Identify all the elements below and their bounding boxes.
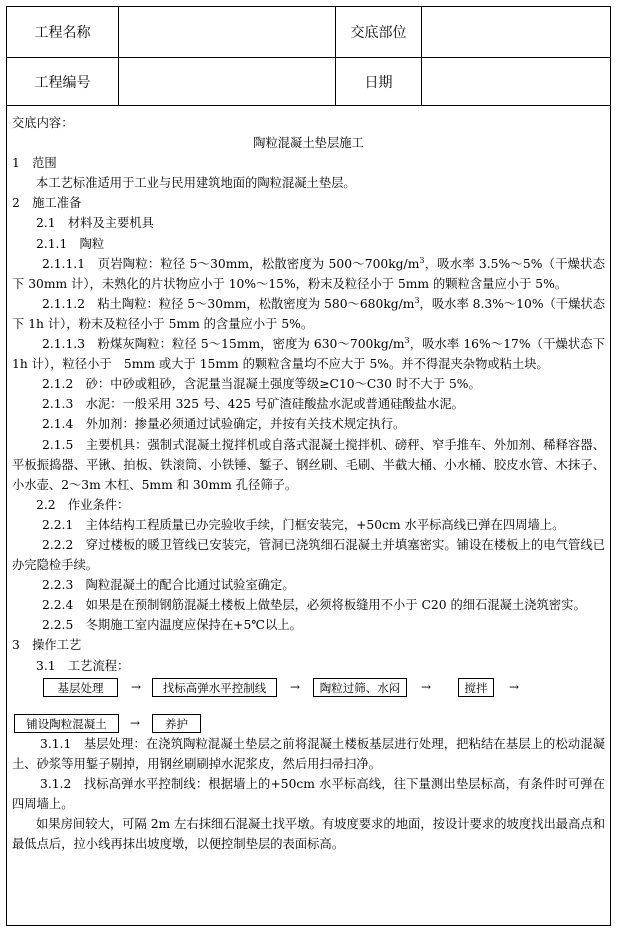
paragraph-2-2-4: 2.2.4 如果是在预制钢筋混凝土楼板上做垫层，必须将板缝用不小于 C20 的细石混凝土浇筑密实。: [42, 598, 586, 613]
section-1-heading: 1 范围: [12, 156, 57, 171]
project-no-value[interactable]: [119, 58, 336, 105]
section-3-1-heading: 3.1 工艺流程：: [36, 658, 130, 673]
paragraph-2-2-5: 2.2.5 冬期施工室内温度应保持在+5℃以上。: [42, 618, 302, 633]
flow-step-lay-concrete: 铺设陶粒混凝土: [14, 714, 119, 733]
flow-step-sieve-soak: 陶粒过筛、水闷: [313, 678, 407, 697]
project-no-label: 工程编号: [7, 58, 119, 105]
flow-step-curing: 养护: [152, 714, 201, 733]
paragraph-3-1-1: 3.1.1 基层处理：在浇筑陶粒混凝土垫层之前将混凝土楼板基层进行处理，把粘结在基层上的松动混凝土、砂浆等用錾子剔掉，用钢丝刷刷掉水泥浆皮，然后用扫帚扫净。: [12, 736, 605, 771]
flow-arrow: →: [131, 679, 142, 694]
process-flowchart: [12, 676, 605, 734]
section-3-heading: 3 操作工艺: [12, 638, 82, 653]
paragraph-2-1-4: 2.1.4 外加剂：掺量必须通过试验确定，并按有关技术规定执行。: [42, 417, 406, 432]
project-name-label: 工程名称: [7, 7, 119, 57]
paragraph-2-1-1-2: 2.1.1.2 粘土陶粒：粒径 5～30mm，松散密度为 $580\sim 680kg/m^3$，吸水率 8.3%～10%（干燥状态下 1h 计），粉末及粒径小于 5mm 的含量应小于 5%。: [12, 295, 605, 331]
flow-step-elevation-line: 找标高弹水平控制线: [152, 678, 277, 697]
section-1-text: 本工艺标准适用于工业与民用建筑地面的陶粒混凝土垫层。: [36, 176, 356, 191]
handover-part-value[interactable]: [422, 7, 610, 57]
section-2-2-heading: 2.2 作业条件：: [36, 497, 130, 512]
paragraph-large-room: 如果房间较大，可隔 2m 左右抹细石混凝土找平墩。有坡度要求的地面，按设计要求的坡度找出最高点和最低点后，拉小线再抹出坡度墩，以便控制垫层的表面标高。: [12, 817, 605, 852]
paragraph-2-2-2: 2.2.2 穿过楼板的暖卫管线已安装完，管洞已浇筑细石混凝土并填塞密实。铺设在楼板上的电气管线已办完隐检手续。: [12, 537, 605, 573]
content-intro: 交底内容：: [12, 116, 74, 130]
handover-content: [7, 113, 610, 854]
flow-step-mixing: 搅拌: [458, 678, 494, 697]
flow-arrow: →: [290, 679, 301, 694]
section-2-1-1-heading: 2.1.1 陶粒: [36, 236, 105, 251]
date-label: 日期: [336, 58, 422, 105]
header-row-1: [7, 7, 610, 58]
paragraph-3-1-2: 3.1.2 找标高弹水平控制线：根据墙上的+50cm 水平标高线，往下量测出垫层标高，有条件时可弹在四周墙上。: [12, 776, 605, 811]
paragraph-2-1-3: 2.1.3 水泥：一般采用 325 号、425 号矿渣硅酸盐水泥或普通硅酸盐水泥。: [42, 397, 464, 412]
paragraph-2-1-1-3: 2.1.1.3 粉煤灰陶粒：粒径 5～15mm，密度为 $630\sim 700kg/m^3$，吸水率 16%～17%（干燥状态下 1h 计），粒径小于 5mm 或大于 15mm 的颗粒含量均不应大于 5%。并不得混夹杂物或粘土块。: [12, 335, 605, 372]
project-name-value[interactable]: [119, 7, 336, 57]
paragraph-2-2-1: 2.2.1 主体结构工程质量已办完验收手续，门框安装完，+50cm 水平标高线已弹在四周墙上。: [42, 517, 565, 532]
section-2-1-heading: 2.1 材料及主要机具: [36, 216, 154, 231]
document-title: 陶粒混凝土垫层施工: [253, 136, 364, 151]
handover-part-label: 交底部位: [336, 7, 422, 57]
date-value[interactable]: [422, 58, 610, 105]
paragraph-2-2-3: 2.2.3 陶粒混凝土的配合比通过试验室确定。: [42, 578, 295, 593]
paragraph-2-1-5: 2.1.5 主要机具：强制式混凝土搅拌机或自落式混凝土搅拌机、磅秤、窄手推车、外加剂、稀释容器、平板振捣器、平锹、拍板、铁滚筒、小铁锤、錾子、钢丝刷、毛刷、半截大桶、小水桶、胶皮水管、木抹子、小水壶、2～3m 木杠、5mm 和 30mm 孔径筛子。: [12, 437, 605, 492]
flow-step-base-treatment: 基层处理: [43, 678, 118, 697]
handover-form: [6, 6, 611, 926]
section-2-heading: 2 施工准备: [12, 196, 82, 211]
paragraph-2-1-1-1: 2.1.1.1 页岩陶粒：粒径 5～30mm，松散密度为 $500\sim 700kg/m^3$，吸水率 3.5%～5%（干燥状态下 30mm 计），未熟化的片状物应小于 10%～15%，粉末及粒径小于 5mm 的颗粒含量应小于 5%。: [12, 255, 605, 291]
flow-arrow: →: [421, 679, 432, 694]
flow-arrow: →: [130, 715, 141, 730]
flow-arrow: →: [509, 679, 520, 694]
header-row-2: [7, 58, 610, 106]
paragraph-2-1-2: 2.1.2 砂：中砂或粗砂，含泥量当混凝土强度等级≥C10～C30 时不大于 5%。: [42, 377, 481, 392]
